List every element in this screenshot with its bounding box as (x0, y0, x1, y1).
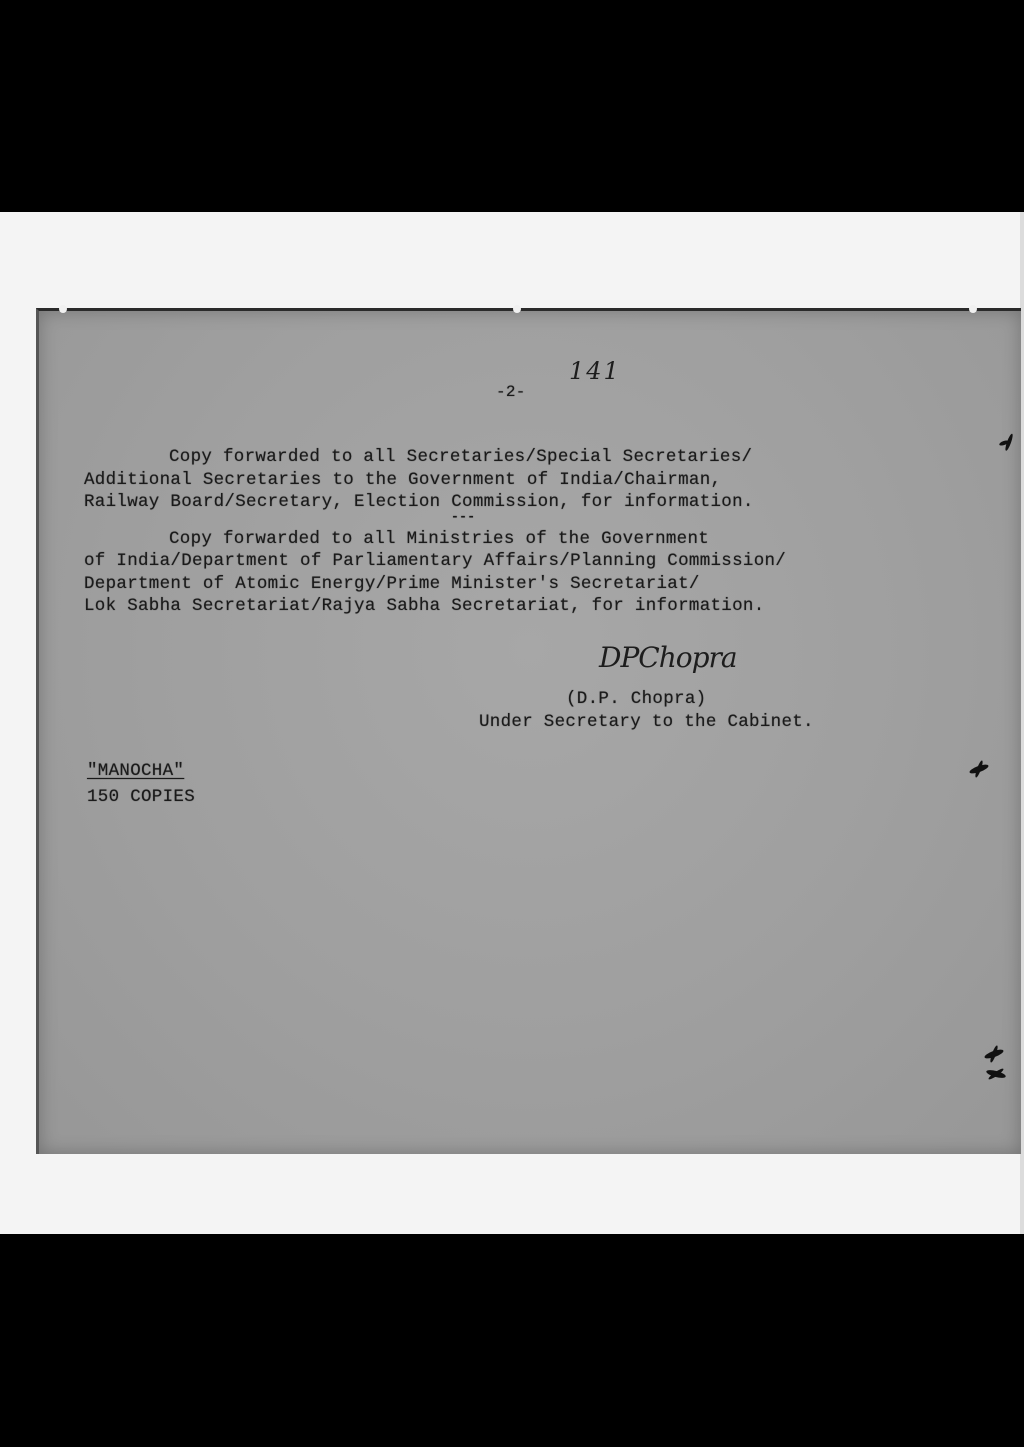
signatory-name: (D.P. Chopra) (566, 689, 707, 709)
paragraph-1-line: Copy forwarded to all Secretaries/Special Secretaries/ (169, 447, 753, 467)
typist-reference: "MANOCHA" (87, 761, 185, 781)
signatory-title: Under Secretary to the Cabinet. (479, 712, 814, 732)
paragraph-1-line: Additional Secretaries to the Government of India/Chairman, (84, 470, 722, 490)
punch-hole-mark (59, 305, 67, 313)
separator-dashes: --- (451, 509, 476, 524)
ink-blot-mark (986, 1069, 1007, 1080)
paragraph-2-line: Copy forwarded to all Ministries of the Government (169, 529, 710, 549)
ink-blot-mark (999, 439, 1010, 446)
punch-hole-mark (513, 305, 521, 313)
signature: DPChopra (599, 641, 737, 674)
page-number: -2- (496, 383, 526, 401)
punch-hole-mark (969, 305, 977, 313)
ink-blot-mark (969, 763, 990, 775)
paragraph-2-line: Department of Atomic Energy/Prime Minister's Secretariat/ (84, 574, 700, 594)
paragraph-2-line: Lok Sabha Secretariat/Rajya Sabha Secretariat, for information. (84, 596, 765, 616)
folio-mark: 141 (569, 357, 621, 385)
scanned-sheet (0, 212, 1024, 1234)
paragraph-1-line: Railway Board/Secretary, Election Commission, for information. (84, 492, 754, 512)
paragraph-2-line: of India/Department of Parliamentary Affairs/Planning Commission/ (84, 551, 787, 571)
ink-blot-mark (984, 1048, 1005, 1060)
copies-count: 150 COPIES (87, 787, 196, 807)
photocopy-page (36, 308, 1021, 1154)
